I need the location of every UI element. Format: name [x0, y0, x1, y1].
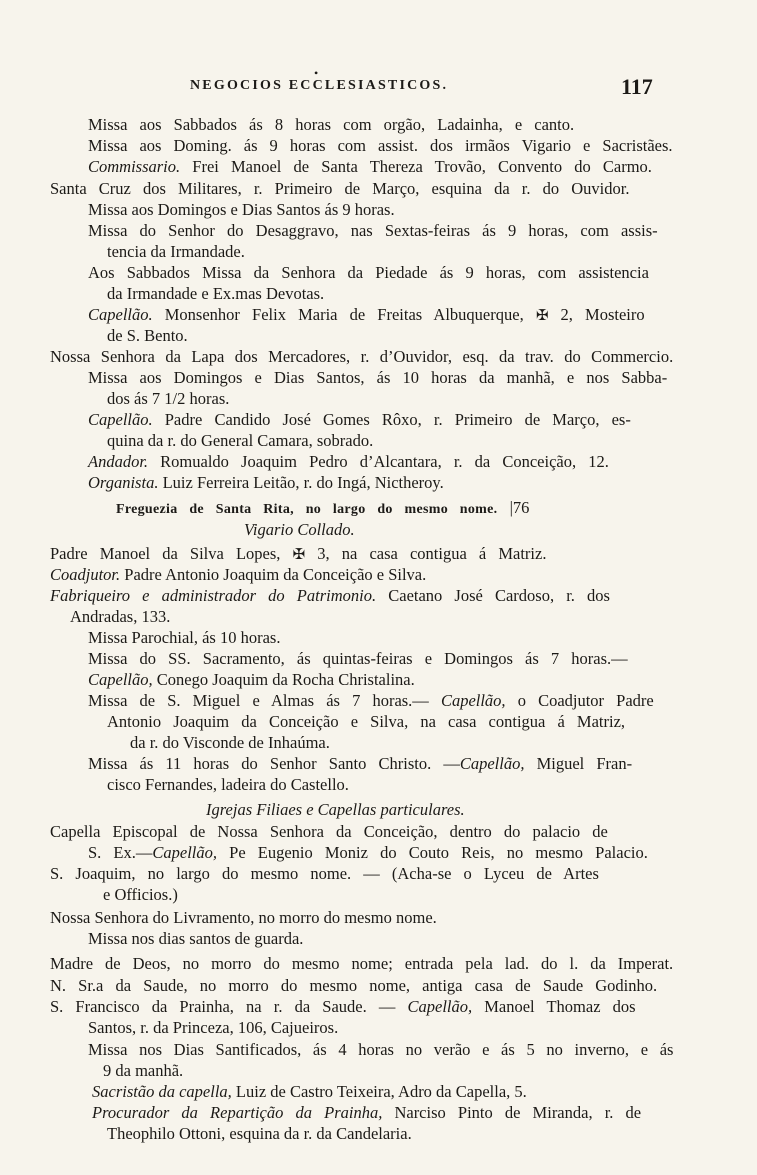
text-line [107, 775, 349, 795]
text-line [50, 864, 599, 884]
text-line [50, 179, 629, 199]
page-number: 117 [621, 74, 653, 99]
line-text: Missa do Senhor do Desaggravo, nas Sextas-feiras ás 9 horas, com assis- [88, 221, 658, 240]
text-line [88, 649, 628, 669]
line-text: da Irmandade e Ex.mas Devotas. [107, 284, 325, 303]
line-text: cisco Fernandes, ladeira do Castello. [107, 775, 349, 794]
italic-label: Procurador da Repartição da Prainha, [92, 1103, 383, 1122]
text-line [88, 368, 667, 388]
text-line [88, 1040, 673, 1060]
page-header [0, 66, 757, 104]
italic-label: Capellão. [88, 410, 153, 429]
text-line [107, 431, 373, 451]
line-text: 2, Mosteiro [548, 305, 645, 324]
text-line [88, 473, 444, 493]
italic-label: Capellão, [407, 997, 473, 1016]
italic-label: Capellão, [88, 670, 153, 689]
text-line [103, 1061, 183, 1081]
text-line [50, 586, 610, 606]
line-text: Padre Antonio Joaquim da Conceição e Silva. [120, 565, 427, 584]
section-heading: Freguezia de Santa Rita, no largo do mesmo nome. [116, 502, 498, 517]
text-line [88, 843, 648, 863]
text-line [107, 284, 324, 304]
text-line [50, 976, 657, 996]
line-text: Missa aos Domingos e Dias Santos ás 9 horas. [88, 200, 395, 219]
line-text: Missa aos Sabbados ás 8 horas com orgão, Ladainha, e canto. [88, 115, 575, 134]
line-text: Missa Parochial, ás 10 horas. [88, 628, 281, 647]
line-text: |76 [497, 498, 530, 517]
text-line [130, 733, 330, 753]
text-line [107, 326, 188, 346]
italic-label: Commissario. [88, 157, 181, 176]
line-text: Aos Sabbados Missa da Senhora da Piedade ás 9 horas, com assistencia [88, 263, 649, 282]
italic-label: Organista. [88, 473, 159, 492]
text-line [88, 136, 673, 156]
text-line [107, 389, 229, 409]
text-line [88, 115, 574, 135]
line-text: Theophilo Ottoni, esquina da r. da Candelaria. [107, 1124, 412, 1143]
line-text: tencia da Irmandade. [107, 242, 245, 261]
text-line [206, 800, 465, 820]
line-text: Monsenhor Felix Maria de Freitas Albuquerque, [152, 305, 536, 324]
italic-label: Capellão, [152, 843, 218, 862]
line-text: Frei Manoel de Santa Thereza Trovão, Convento do Carmo. [180, 157, 652, 176]
text-line [107, 242, 245, 262]
text-line [88, 691, 654, 711]
text-line [244, 520, 355, 540]
line-text: e Officios.) [103, 885, 178, 904]
text-line [107, 1124, 412, 1144]
text-line [50, 347, 673, 367]
line-text: Padre Manoel da Silva Lopes, [50, 544, 293, 563]
line-text: dos ás 7 1/2 horas. [107, 389, 230, 408]
text-line [88, 628, 280, 648]
running-title: NEGOCIOS ECCLESIASTICOS. [190, 78, 449, 93]
line-text: da r. do Visconde de Inhaúma. [130, 733, 330, 752]
line-text: o Coadjutor Padre [505, 691, 654, 710]
line-text: Missa ás 11 horas do Senhor Santo Christo. — [88, 754, 460, 773]
cross-icon: ✠ [535, 306, 549, 324]
text-line [88, 157, 652, 177]
line-text: Pe Eugenio Moniz do Couto Reis, no mesmo Palacio. [217, 843, 648, 862]
text-line [107, 712, 625, 732]
line-text: 3, na casa contigua á Matriz. [305, 544, 547, 563]
text-line [88, 754, 632, 774]
cross-icon: ✠ [292, 545, 306, 563]
text-line [103, 885, 178, 905]
text-line [50, 822, 608, 842]
text-line [50, 908, 437, 928]
text-line [88, 305, 645, 325]
italic-label: Igrejas Filiaes e Capellas particulares. [206, 800, 465, 819]
italic-label: Fabriqueiro e administrador do Patrimonio. [50, 586, 377, 605]
line-text: Missa aos Doming. ás 9 horas com assist. dos irmãos Vigario e Sacristães. [88, 136, 673, 155]
italic-label: Capellão, [459, 754, 525, 773]
text-line [88, 410, 631, 430]
text-line [50, 544, 546, 564]
italic-label: Coadjutor. [50, 565, 121, 584]
italic-label: Vigario Collado. [244, 520, 355, 539]
italic-label: Capellão. [88, 305, 153, 324]
line-text: Antonio Joaquim da Conceição e Silva, na casa contigua á Matriz, [107, 712, 626, 731]
line-text: Romualdo Joaquim Pedro d’Alcantara, r. da Conceição, 12. [148, 452, 609, 471]
text-line [88, 1018, 338, 1038]
line-text: S. Ex.— [88, 843, 153, 862]
line-text: 9 da manhã. [103, 1061, 184, 1080]
text-line [88, 200, 395, 220]
line-text: Santos, r. da Princeza, 106, Cajueiros. [88, 1018, 339, 1037]
line-text: quina da r. do General Camara, sobrado. [107, 431, 374, 450]
line-text: Conego Joaquim da Rocha Christalina. [152, 670, 415, 689]
text-line [92, 1082, 527, 1102]
text-line [88, 263, 649, 283]
italic-label: Sacristão da capella, [92, 1082, 232, 1101]
line-text: Missa nos dias santos de guarda. [88, 929, 304, 948]
line-text: Madre de Deos, no morro do mesmo nome; entrada pela lad. do l. da Imperat. [50, 954, 674, 973]
line-text: Luiz de Castro Teixeira, Adro da Capella, 5. [231, 1082, 527, 1101]
text-line [92, 1103, 641, 1123]
italic-label: Andador. [88, 452, 149, 471]
line-text: Manoel Thomaz dos [472, 997, 636, 1016]
line-text: de S. Bento. [107, 326, 188, 345]
text-line [116, 498, 529, 520]
line-text: Andradas, 133. [70, 607, 171, 626]
line-text: Nossa Senhora da Lapa dos Mercadores, r. d’Ouvidor, esq. da trav. do Commercio. [50, 347, 674, 366]
line-text: Capella Episcopal de Nossa Senhora da Conceição, dentro do palacio de [50, 822, 608, 841]
text-line [70, 607, 170, 627]
line-text: S. Francisco da Prainha, na r. da Saude. — [50, 997, 408, 1016]
text-line [50, 954, 673, 974]
line-text: Padre Candido José Gomes Rôxo, r. Primeiro de Março, es- [152, 410, 631, 429]
italic-label: Capellão, [440, 691, 506, 710]
line-text: Miguel Fran- [524, 754, 633, 773]
line-text: Santa Cruz dos Militares, r. Primeiro de Março, esquina da r. do Ouvidor. [50, 179, 630, 198]
text-line [88, 221, 658, 241]
line-text: N. Sr.a da Saude, no morro do mesmo nome, antiga casa de Saude Godinho. [50, 976, 658, 995]
line-text: Missa nos Dias Santificados, ás 4 horas no verão e ás 5 no inverno, e ás [88, 1040, 674, 1059]
line-text: Missa do SS. Sacramento, ás quintas-feiras e Domingos ás 7 horas.— [88, 649, 628, 668]
text-line [88, 452, 609, 472]
line-text: S. Joaquim, no largo do mesmo nome. — (Acha-se o Lyceu de Artes [50, 864, 599, 883]
line-text: Missa de S. Miguel e Almas ás 7 horas.— [88, 691, 441, 710]
header-dot: • [314, 66, 319, 80]
line-text: Narciso Pinto de Miranda, r. de [382, 1103, 642, 1122]
text-line [50, 997, 636, 1017]
line-text: Nossa Senhora do Livramento, no morro do mesmo nome. [50, 908, 437, 927]
line-text: Luiz Ferreira Leitão, r. do Ingá, Nictheroy. [158, 473, 444, 492]
text-line [50, 565, 426, 585]
text-line [88, 929, 303, 949]
line-text: Caetano José Cardoso, r. dos [376, 586, 610, 605]
line-text: Missa aos Domingos e Dias Santos, ás 10 horas da manhã, e nos Sabba- [88, 368, 668, 387]
text-line [88, 670, 415, 690]
